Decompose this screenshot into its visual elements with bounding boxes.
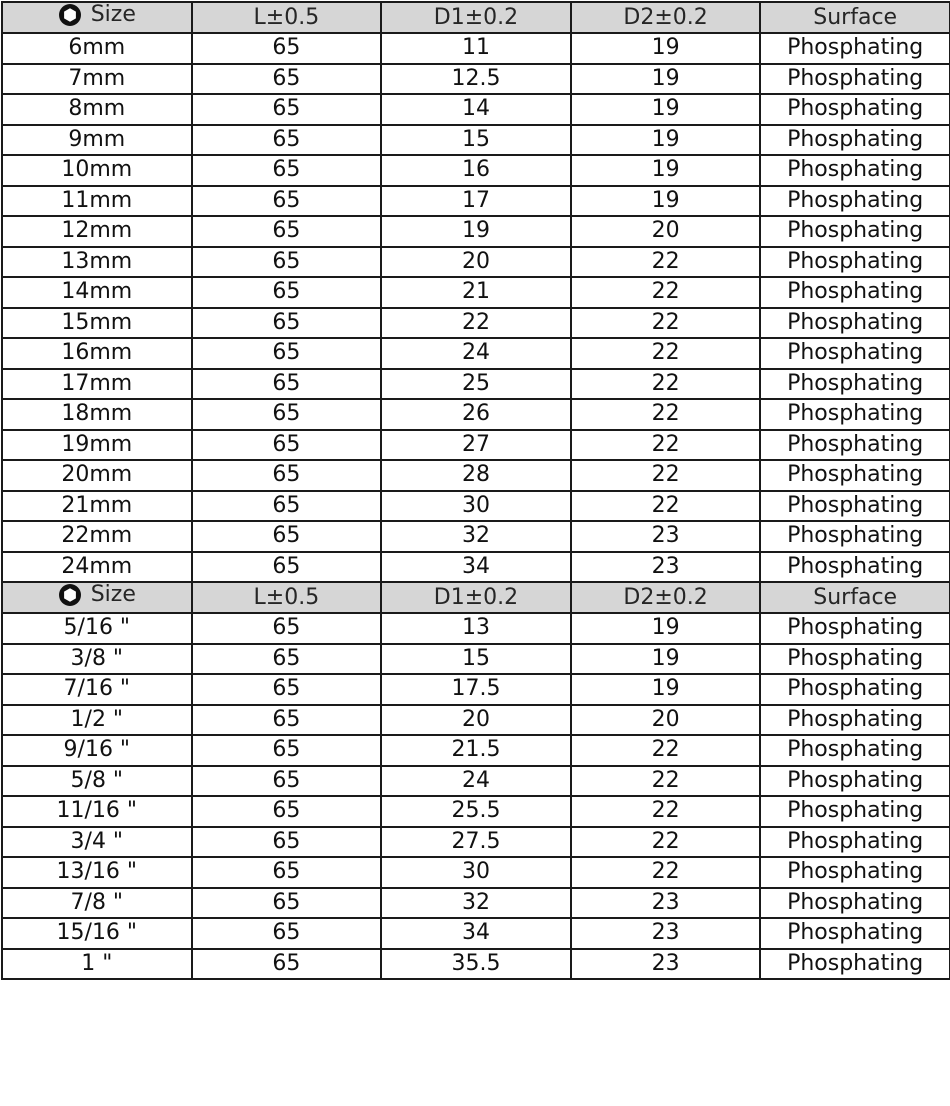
surface-cell: Phosphating — [760, 338, 950, 369]
surface-cell: Phosphating — [760, 766, 950, 797]
length-column-header: L±0.5 — [192, 582, 382, 613]
length-cell: 65 — [192, 857, 382, 888]
length-cell: 65 — [192, 369, 382, 400]
table-row — [2, 552, 950, 583]
d2-cell: 20 — [571, 705, 761, 736]
socket-spec-table — [1, 1, 950, 980]
table-row — [2, 399, 950, 430]
d2-cell: 22 — [571, 277, 761, 308]
imperial-section — [2, 582, 950, 979]
length-cell: 65 — [192, 64, 382, 95]
d1-cell: 15 — [381, 644, 571, 675]
d1-cell: 25.5 — [381, 796, 571, 827]
surface-cell: Phosphating — [760, 247, 950, 278]
surface-column-header: Surface — [760, 2, 950, 33]
d1-cell: 22 — [381, 308, 571, 339]
d2-cell: 22 — [571, 766, 761, 797]
d2-cell: 19 — [571, 674, 761, 705]
length-cell: 65 — [192, 705, 382, 736]
d1-column-header: D1±0.2 — [381, 2, 571, 33]
length-cell: 65 — [192, 644, 382, 675]
size-cell: 6mm — [2, 33, 192, 64]
size-cell: 9/16 " — [2, 735, 192, 766]
table-row — [2, 247, 950, 278]
table-row — [2, 430, 950, 461]
table-row — [2, 64, 950, 95]
d2-cell: 23 — [571, 552, 761, 583]
table-row — [2, 827, 950, 858]
d2-cell: 23 — [571, 918, 761, 949]
table-row — [2, 308, 950, 339]
length-cell: 65 — [192, 430, 382, 461]
table-row — [2, 521, 950, 552]
size-cell: 20mm — [2, 460, 192, 491]
table-row — [2, 735, 950, 766]
surface-cell: Phosphating — [760, 613, 950, 644]
surface-cell: Phosphating — [760, 369, 950, 400]
d2-cell: 22 — [571, 308, 761, 339]
surface-cell: Phosphating — [760, 430, 950, 461]
length-cell: 65 — [192, 735, 382, 766]
d1-cell: 30 — [381, 491, 571, 522]
length-cell: 65 — [192, 308, 382, 339]
d2-cell: 19 — [571, 125, 761, 156]
d1-cell: 27.5 — [381, 827, 571, 858]
d1-cell: 28 — [381, 460, 571, 491]
length-cell: 65 — [192, 186, 382, 217]
surface-cell: Phosphating — [760, 64, 950, 95]
surface-cell: Phosphating — [760, 33, 950, 64]
size-header-label: Size — [90, 2, 136, 27]
length-cell: 65 — [192, 796, 382, 827]
d1-cell: 27 — [381, 430, 571, 461]
length-cell: 65 — [192, 460, 382, 491]
table-row — [2, 216, 950, 247]
table-row — [2, 705, 950, 736]
d2-cell: 22 — [571, 369, 761, 400]
size-cell: 18mm — [2, 399, 192, 430]
size-cell: 8mm — [2, 94, 192, 125]
surface-cell: Phosphating — [760, 521, 950, 552]
length-cell: 65 — [192, 674, 382, 705]
d1-cell: 25 — [381, 369, 571, 400]
table-row — [2, 674, 950, 705]
size-cell: 13/16 " — [2, 857, 192, 888]
table-row — [2, 644, 950, 675]
size-column-header — [2, 582, 192, 613]
table-row — [2, 766, 950, 797]
surface-cell: Phosphating — [760, 399, 950, 430]
d2-cell: 19 — [571, 644, 761, 675]
table-row — [2, 949, 950, 980]
table-row — [2, 338, 950, 369]
size-cell: 16mm — [2, 338, 192, 369]
d1-cell: 20 — [381, 705, 571, 736]
d2-cell: 22 — [571, 460, 761, 491]
length-cell: 65 — [192, 399, 382, 430]
d1-cell: 17.5 — [381, 674, 571, 705]
size-cell: 19mm — [2, 430, 192, 461]
d2-column-header: D2±0.2 — [571, 582, 761, 613]
size-cell: 7/16 " — [2, 674, 192, 705]
d2-cell: 22 — [571, 247, 761, 278]
length-cell: 65 — [192, 216, 382, 247]
surface-cell: Phosphating — [760, 827, 950, 858]
surface-cell: Phosphating — [760, 735, 950, 766]
table-row — [2, 186, 950, 217]
length-cell: 65 — [192, 949, 382, 980]
length-cell: 65 — [192, 94, 382, 125]
surface-cell: Phosphating — [760, 308, 950, 339]
surface-cell: Phosphating — [760, 796, 950, 827]
surface-cell: Phosphating — [760, 918, 950, 949]
surface-cell: Phosphating — [760, 888, 950, 919]
d1-cell: 16 — [381, 155, 571, 186]
surface-cell: Phosphating — [760, 644, 950, 675]
surface-cell: Phosphating — [760, 94, 950, 125]
length-cell: 65 — [192, 125, 382, 156]
d1-cell: 13 — [381, 613, 571, 644]
d1-cell: 24 — [381, 338, 571, 369]
d1-cell: 34 — [381, 552, 571, 583]
length-cell: 65 — [192, 552, 382, 583]
size-cell: 3/4 " — [2, 827, 192, 858]
size-cell: 14mm — [2, 277, 192, 308]
length-cell: 65 — [192, 918, 382, 949]
table-row — [2, 369, 950, 400]
d2-cell: 22 — [571, 430, 761, 461]
length-cell: 65 — [192, 888, 382, 919]
d1-cell: 26 — [381, 399, 571, 430]
size-cell: 5/8 " — [2, 766, 192, 797]
d2-cell: 19 — [571, 155, 761, 186]
surface-cell: Phosphating — [760, 491, 950, 522]
surface-cell: Phosphating — [760, 674, 950, 705]
surface-cell: Phosphating — [760, 460, 950, 491]
metric-header-row — [2, 2, 950, 33]
length-cell: 65 — [192, 521, 382, 552]
surface-cell: Phosphating — [760, 186, 950, 217]
d1-cell: 35.5 — [381, 949, 571, 980]
d1-cell: 32 — [381, 888, 571, 919]
size-header-label: Size — [90, 582, 136, 607]
size-cell: 3/8 " — [2, 644, 192, 675]
length-cell: 65 — [192, 766, 382, 797]
surface-column-header: Surface — [760, 582, 950, 613]
d2-column-header: D2±0.2 — [571, 2, 761, 33]
metric-section — [2, 2, 950, 582]
table-row — [2, 796, 950, 827]
d2-cell: 23 — [571, 949, 761, 980]
size-cell: 10mm — [2, 155, 192, 186]
size-cell: 12mm — [2, 216, 192, 247]
d2-cell: 19 — [571, 186, 761, 217]
d1-cell: 12.5 — [381, 64, 571, 95]
d2-cell: 20 — [571, 216, 761, 247]
d2-cell: 22 — [571, 338, 761, 369]
size-cell: 24mm — [2, 552, 192, 583]
length-cell: 65 — [192, 155, 382, 186]
hexagon-socket-icon — [58, 3, 82, 27]
surface-cell: Phosphating — [760, 277, 950, 308]
d2-cell: 22 — [571, 857, 761, 888]
length-cell: 65 — [192, 247, 382, 278]
size-cell: 13mm — [2, 247, 192, 278]
table-row — [2, 613, 950, 644]
table-row — [2, 155, 950, 186]
table-row — [2, 491, 950, 522]
table-row — [2, 918, 950, 949]
d1-cell: 19 — [381, 216, 571, 247]
d2-cell: 22 — [571, 827, 761, 858]
table-row — [2, 460, 950, 491]
d2-cell: 22 — [571, 796, 761, 827]
d1-column-header: D1±0.2 — [381, 582, 571, 613]
size-column-header — [2, 2, 192, 33]
size-cell: 15mm — [2, 308, 192, 339]
d1-cell: 21 — [381, 277, 571, 308]
d1-cell: 17 — [381, 186, 571, 217]
d1-cell: 11 — [381, 33, 571, 64]
d1-cell: 30 — [381, 857, 571, 888]
size-cell: 11/16 " — [2, 796, 192, 827]
d2-cell: 22 — [571, 735, 761, 766]
surface-cell: Phosphating — [760, 155, 950, 186]
d1-cell: 14 — [381, 94, 571, 125]
d1-cell: 32 — [381, 521, 571, 552]
size-cell: 17mm — [2, 369, 192, 400]
d2-cell: 23 — [571, 521, 761, 552]
length-cell: 65 — [192, 827, 382, 858]
size-cell: 11mm — [2, 186, 192, 217]
length-cell: 65 — [192, 277, 382, 308]
d1-cell: 15 — [381, 125, 571, 156]
d2-cell: 19 — [571, 94, 761, 125]
d1-cell: 34 — [381, 918, 571, 949]
surface-cell: Phosphating — [760, 949, 950, 980]
length-cell: 65 — [192, 33, 382, 64]
surface-cell: Phosphating — [760, 705, 950, 736]
d1-cell: 24 — [381, 766, 571, 797]
d1-cell: 20 — [381, 247, 571, 278]
imperial-header-row — [2, 582, 950, 613]
d1-cell: 21.5 — [381, 735, 571, 766]
size-cell: 7/8 " — [2, 888, 192, 919]
d2-cell: 22 — [571, 399, 761, 430]
size-cell: 5/16 " — [2, 613, 192, 644]
size-cell: 7mm — [2, 64, 192, 95]
length-column-header: L±0.5 — [192, 2, 382, 33]
surface-cell: Phosphating — [760, 216, 950, 247]
length-cell: 65 — [192, 338, 382, 369]
table-row — [2, 94, 950, 125]
length-cell: 65 — [192, 613, 382, 644]
table-row — [2, 277, 950, 308]
table-row — [2, 888, 950, 919]
size-cell: 15/16 " — [2, 918, 192, 949]
size-cell: 1/2 " — [2, 705, 192, 736]
d2-cell: 19 — [571, 64, 761, 95]
d2-cell: 22 — [571, 491, 761, 522]
surface-cell: Phosphating — [760, 125, 950, 156]
d2-cell: 23 — [571, 888, 761, 919]
d2-cell: 19 — [571, 33, 761, 64]
hexagon-socket-icon — [58, 583, 82, 607]
surface-cell: Phosphating — [760, 857, 950, 888]
size-cell: 1 " — [2, 949, 192, 980]
d2-cell: 19 — [571, 613, 761, 644]
table-row — [2, 33, 950, 64]
table-row — [2, 125, 950, 156]
table-row — [2, 857, 950, 888]
size-cell: 9mm — [2, 125, 192, 156]
size-cell: 21mm — [2, 491, 192, 522]
surface-cell: Phosphating — [760, 552, 950, 583]
length-cell: 65 — [192, 491, 382, 522]
size-cell: 22mm — [2, 521, 192, 552]
